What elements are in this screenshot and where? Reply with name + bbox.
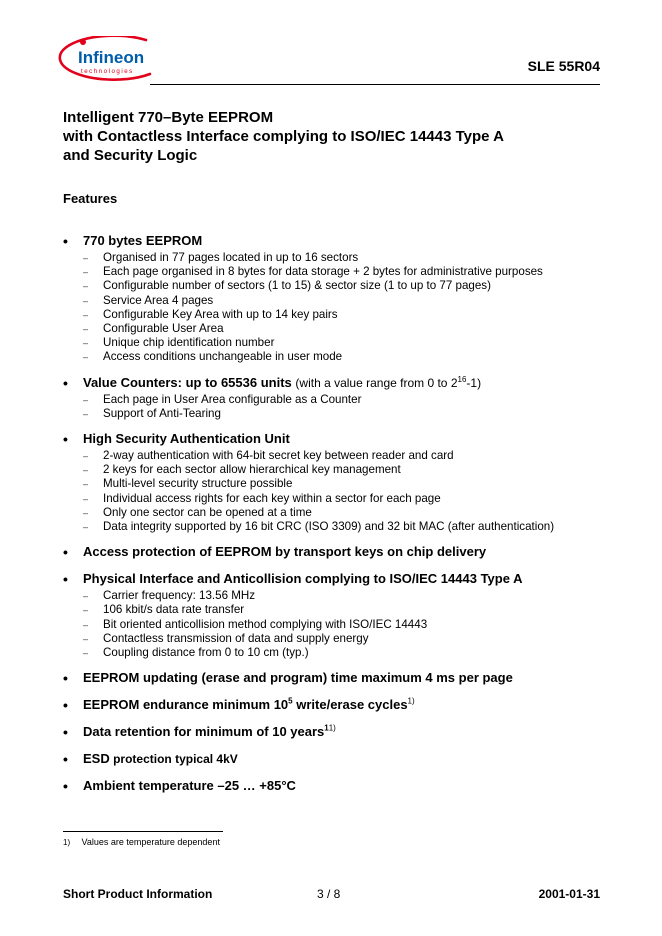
bullet-icon: • xyxy=(63,544,68,561)
footnote-ref: 1) xyxy=(328,723,336,733)
dash-icon: – xyxy=(83,591,89,602)
feature-access-protection xyxy=(63,543,623,561)
dash-icon: – xyxy=(83,522,89,533)
dash-icon: – xyxy=(83,309,89,320)
feature-line xyxy=(63,430,623,448)
feature-line xyxy=(63,232,623,250)
feature-title: Ambient temperature –25 … +85°C xyxy=(83,778,296,794)
list-item xyxy=(63,294,623,308)
title-line-2: with Contactless Interface complying to ISO/IEC 14443 Type A xyxy=(63,128,504,145)
list-item-text: Access conditions unchangeable in user mode xyxy=(103,350,343,364)
dash-icon: – xyxy=(83,253,89,263)
feature-line xyxy=(63,750,623,768)
list-item xyxy=(63,336,623,350)
list-item-text: Each page organised in 8 bytes for data storage + 2 bytes for administrative purposes xyxy=(103,265,543,279)
dash-icon: – xyxy=(83,352,89,363)
list-item xyxy=(63,603,623,617)
exponent: 16 xyxy=(457,374,467,384)
list-item xyxy=(63,646,623,660)
list-item-text: 106 kbit/s data rate transfer xyxy=(103,603,245,617)
list-item-text: Configurable Key Area with up to 14 key pairs xyxy=(103,307,338,321)
list-item-text: Support of Anti-Tearing xyxy=(103,406,221,420)
feature-line xyxy=(63,669,623,687)
feature-title: 770 bytes EEPROM xyxy=(83,233,203,248)
list-item-text: Configurable User Area xyxy=(103,322,224,336)
list-item-text: Carrier frequency: 13.56 MHz xyxy=(103,589,256,603)
page-title xyxy=(63,108,504,165)
sub-list xyxy=(63,393,623,421)
list-item-text: Coupling distance from 0 to 10 cm (typ.) xyxy=(103,646,309,660)
title-line-3: and Security Logic xyxy=(63,147,198,164)
infineon-logo xyxy=(50,36,160,86)
dash-icon: – xyxy=(83,338,89,349)
feature-esd xyxy=(63,750,623,768)
dash-icon: – xyxy=(83,465,89,476)
list-item xyxy=(63,463,623,477)
feature-title: EEPROM updating (erase and program) time maximum 4 ms per page xyxy=(83,670,513,686)
feature-physical-interface xyxy=(63,570,623,660)
list-item-text: Bit oriented anticollision method complying with ISO/IEC 14443 xyxy=(103,617,428,631)
feature-line xyxy=(63,723,623,741)
footer-doc-type: Short Product Information xyxy=(63,887,213,901)
list-item-text: Only one sector can be opened at a time xyxy=(103,505,312,519)
feature-title xyxy=(83,751,238,766)
dash-icon: – xyxy=(83,619,89,630)
list-item xyxy=(63,477,623,491)
feature-line xyxy=(63,570,623,588)
feature-line xyxy=(63,696,623,714)
title-text-small: protection typical 4kV xyxy=(109,752,238,767)
feature-data-retention xyxy=(63,723,623,741)
header-divider xyxy=(150,84,600,85)
dash-icon: – xyxy=(83,281,89,292)
list-item xyxy=(63,350,623,364)
feature-title: Access protection of EEPROM by transport keys on chip delivery xyxy=(83,544,487,560)
dash-icon: – xyxy=(83,408,89,419)
feature-title xyxy=(83,697,408,712)
dash-icon: – xyxy=(83,295,89,306)
page-number: 3 / 8 xyxy=(317,887,341,901)
bullet-icon: • xyxy=(63,431,68,448)
list-item xyxy=(63,279,623,293)
feature-endurance xyxy=(63,696,623,714)
title-text: EEPROM endurance minimum 10 xyxy=(83,697,289,713)
title-text: ESD xyxy=(83,751,110,767)
feature-line xyxy=(63,374,623,392)
dash-icon: – xyxy=(83,633,89,644)
list-item-text: Service Area 4 pages xyxy=(103,293,214,307)
exponent: 5 xyxy=(288,696,293,706)
list-item xyxy=(63,393,623,407)
feature-line xyxy=(63,543,623,561)
list-item-text: 2-way authentication with 64-bit secret key between reader and card xyxy=(103,449,454,463)
sub-list xyxy=(63,449,623,534)
list-item-text: Organised in 77 pages located in up to 16 sectors xyxy=(103,251,359,264)
title-line-1: Intelligent 770–Byte EEPROM xyxy=(63,109,274,126)
list-item-text: Unique chip identification number xyxy=(103,336,275,350)
list-item-text: Multi-level security structure possible xyxy=(103,477,293,491)
list-item-text: 2 keys for each sector allow hierarchical key management xyxy=(103,463,401,477)
bullet-icon: • xyxy=(63,374,68,391)
list-item xyxy=(63,407,623,421)
title-text-end: write/erase cycles xyxy=(292,697,408,713)
list-item xyxy=(63,492,623,506)
feature-title: High Security Authentication Unit xyxy=(83,431,290,447)
footnote xyxy=(63,837,220,847)
dash-icon: – xyxy=(83,267,89,278)
bullet-icon: • xyxy=(63,697,68,714)
bullet-icon: • xyxy=(63,571,68,588)
features-heading: Features xyxy=(63,191,118,206)
list-item xyxy=(63,251,623,265)
footnote-ref: 1) xyxy=(407,696,415,706)
list-item xyxy=(63,449,623,463)
sub-list xyxy=(63,251,623,365)
footnote-mark: 1) xyxy=(63,838,71,847)
exponent: 1 xyxy=(324,723,329,733)
feature-title: Physical Interface and Anticollision complying to ISO/IEC 14443 Type A xyxy=(83,571,523,587)
list-item xyxy=(63,618,623,632)
feature-note xyxy=(295,376,481,390)
dash-icon: – xyxy=(83,507,89,518)
feature-list xyxy=(63,232,623,804)
list-item xyxy=(63,520,623,534)
list-item-text: Individual access rights for each key within a sector for each page xyxy=(103,491,441,505)
bullet-icon: • xyxy=(63,670,68,687)
list-item-text: Contactless transmission of data and supply energy xyxy=(103,631,369,645)
feature-ambient-temperature xyxy=(63,777,623,795)
bullet-icon: • xyxy=(63,778,68,795)
feature-eeprom xyxy=(63,232,623,365)
feature-update-time xyxy=(63,669,623,687)
feature-title: Value Counters: up to 65536 units xyxy=(83,374,292,390)
note-text: (with a value range from 0 to 2 xyxy=(295,375,458,390)
list-item xyxy=(63,589,623,603)
bullet-icon: • xyxy=(63,751,68,768)
bullet-icon: • xyxy=(63,724,68,741)
dash-icon: – xyxy=(83,479,89,490)
dash-icon: – xyxy=(83,648,89,659)
feature-title xyxy=(83,724,329,739)
sub-list xyxy=(63,589,623,660)
list-item xyxy=(63,632,623,646)
logo-wordmark: Infineon xyxy=(78,48,145,67)
document-id: SLE 55R04 xyxy=(527,58,600,74)
dash-icon: – xyxy=(83,451,89,462)
list-item xyxy=(63,308,623,322)
note-text-end: -1) xyxy=(466,375,482,390)
feature-authentication-unit xyxy=(63,430,623,534)
list-item xyxy=(63,506,623,520)
dash-icon: – xyxy=(83,605,89,616)
title-text: Data retention for minimum of 10 years xyxy=(83,724,325,740)
logo-tagline: technologies xyxy=(81,68,134,75)
list-item xyxy=(63,265,623,279)
bullet-icon: • xyxy=(63,233,68,249)
dash-icon: – xyxy=(83,394,89,405)
feature-line xyxy=(63,777,623,795)
list-item-text: Each page in User Area configurable as a Counter xyxy=(103,392,362,406)
list-item-text: Configurable number of sectors (1 to 15) & sector size (1 to up to 77 pages) xyxy=(103,279,491,293)
list-item xyxy=(63,322,623,336)
infineon-logo-graphic xyxy=(50,36,160,86)
feature-value-counters xyxy=(63,374,623,421)
footnote-divider xyxy=(63,831,223,832)
list-item-text: Data integrity supported by 16 bit CRC (ISO 3309) and 32 bit MAC (after authentication) xyxy=(103,520,555,534)
dash-icon: – xyxy=(83,493,89,504)
footer-date: 2001-01-31 xyxy=(538,887,600,901)
dash-icon: – xyxy=(83,324,89,335)
footnote-text: Values are temperature dependent xyxy=(81,837,220,847)
